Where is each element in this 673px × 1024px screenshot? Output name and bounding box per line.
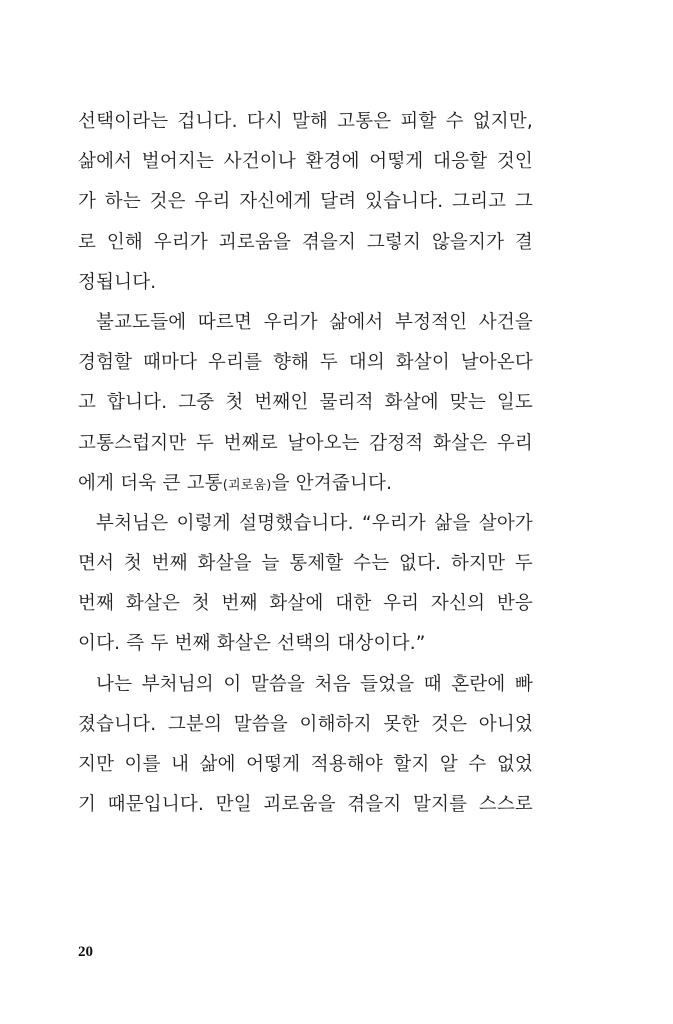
paragraph-start-line: 부처님은 이렇게 설명했습니다. “우리가 삶을 살아가 (96, 512, 533, 534)
text-line: 고통스럽지만 두 번째로 날아오는 감정적 화살은 우리 (78, 432, 533, 454)
text-line: 이다. 즉 두 번째 화살은 선택의 대상이다.” (78, 633, 426, 655)
text-line: 가 하는 것은 우리 자신에게 달려 있습니다. 그리고 그 (78, 191, 533, 213)
page-number: 20 (78, 944, 93, 960)
text-line: 선택이라는 겁니다. 다시 말해 고통은 피할 수 없지만, (78, 111, 533, 132)
text-line: 기 때문입니다. 만일 괴로움을 겪을지 말지를 스스로 (78, 794, 533, 816)
text-segment: 에게 더욱 큰 고통 (78, 472, 223, 494)
text-line: 정됩니다. (78, 271, 157, 293)
text-line: 고 합니다. 그중 첫 번째인 물리적 화살에 맞는 일도 (78, 392, 533, 414)
parenthetical-note: (괴로움) (222, 477, 272, 493)
text-line: 경험할 때마다 우리를 향해 두 대의 화살이 날아온다 (78, 352, 533, 374)
text-segment: 을 안겨줍니다. (271, 472, 393, 494)
text-line (78, 464, 533, 504)
paragraph-start-line: 나는 부처님의 이 말씀을 처음 들었을 때 혼란에 빠 (96, 673, 533, 695)
text-line: 번째 화살은 첫 번째 화살에 대한 우리 자신의 반응 (78, 593, 533, 615)
text-line: 졌습니다. 그분의 말씀을 이해하지 못한 것은 아니었 (78, 713, 533, 735)
text-line: 삶에서 벌어지는 사건이나 환경에 어떻게 대응할 것인 (78, 151, 533, 173)
text-line: 지만 이를 내 삶에 어떻게 적용해야 할지 알 수 없었 (78, 754, 533, 775)
body-text (78, 102, 533, 825)
text-line: 면서 첫 번째 화살을 늘 통제할 수는 없다. 하지만 두 (78, 553, 533, 575)
text-line: 로 인해 우리가 괴로움을 겪을지 그렇지 않을지가 결 (78, 231, 533, 253)
paragraph-start-line: 불교도들에 따르면 우리가 삶에서 부정적인 사건을 (96, 311, 533, 333)
